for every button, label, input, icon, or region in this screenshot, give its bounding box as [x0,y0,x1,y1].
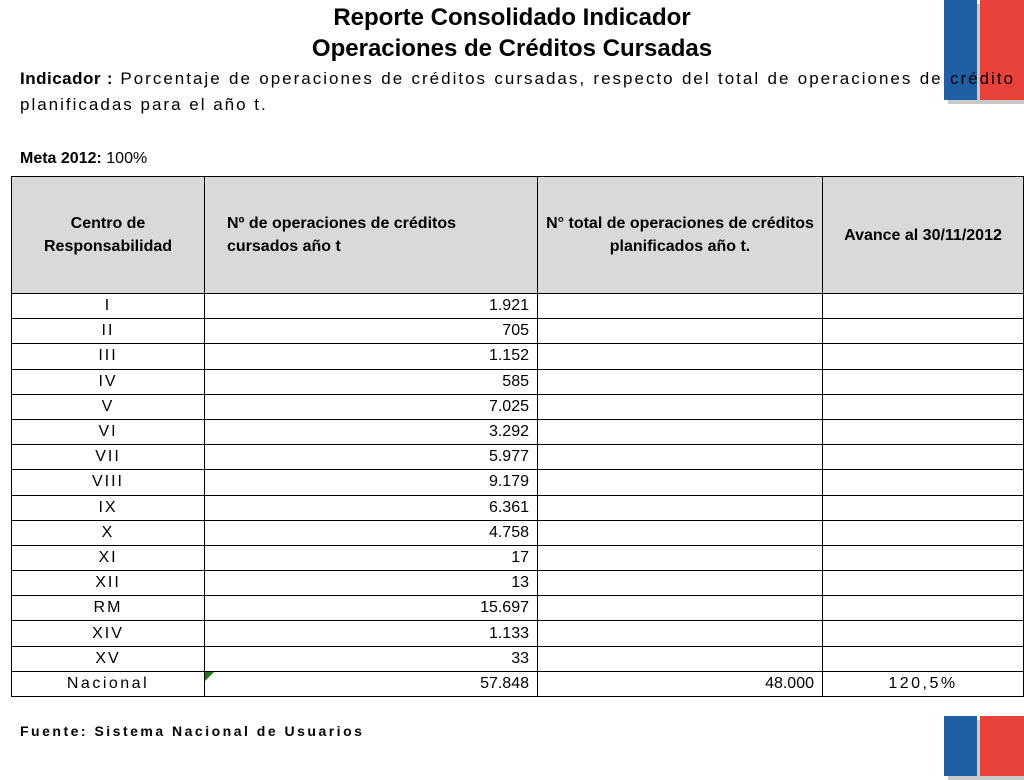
cell-cursados: 585 [205,369,538,394]
cell-planificados [538,646,823,671]
goal-line [20,148,147,170]
cell-avance [823,646,1024,671]
cell-cursados: 6.361 [205,495,538,520]
table-row [12,520,1024,545]
cell-center: V [12,394,205,419]
comment-marker-icon [205,672,214,681]
cell-center: XII [12,571,205,596]
table-row [12,571,1024,596]
cell-cursados: 7.025 [205,394,538,419]
cell-cursados: 3.292 [205,419,538,444]
cell-center: RM [12,596,205,621]
cell-cursados: 5.977 [205,445,538,470]
cell-cursados: 1.133 [205,621,538,646]
cell-center: XI [12,545,205,570]
cell-avance [823,596,1024,621]
total-row [12,671,1024,696]
table-row [12,470,1024,495]
cell-planificados [538,495,823,520]
cell-avance [823,294,1024,319]
table-row [12,344,1024,369]
cell-avance [823,319,1024,344]
cell-avance [823,394,1024,419]
cell-center: VI [12,419,205,444]
cell-center: II [12,319,205,344]
goal-value: 100% [106,150,148,167]
cell-cursados: 4.758 [205,520,538,545]
cell-cursados: 33 [205,646,538,671]
cell-planificados [538,621,823,646]
table-row [12,495,1024,520]
report-subtitle: Operaciones de Créditos Cursadas [311,35,713,62]
cell-avance [823,621,1024,646]
column-header: Avance al 30/11/2012 [823,177,1024,294]
indicator-label: Indicador : [20,69,114,88]
source-note: Fuente: Sistema Nacional de Usuarios [20,723,365,739]
cell-cursados: 13 [205,571,538,596]
cell-center: X [12,520,205,545]
cell-cursados: 17 [205,545,538,570]
cell-cursados: 57.848 [205,671,538,696]
table-row [12,294,1024,319]
cell-avance [823,495,1024,520]
cell-avance [823,445,1024,470]
column-header: N° total de operaciones de créditos planificados año t. [538,177,823,294]
report-table [11,176,1024,697]
cell-center: XV [12,646,205,671]
cell-planificados [538,545,823,570]
cell-avance: 120,5% [823,671,1024,696]
cell-avance [823,369,1024,394]
cell-center: III [12,344,205,369]
cell-center: VIII [12,470,205,495]
cell-planificados [538,596,823,621]
cell-planificados [538,571,823,596]
cell-cursados: 15.697 [205,596,538,621]
column-header: Nº de operaciones de créditos cursados año t [205,177,538,294]
table-header-row [12,177,1024,294]
indicator-text: Porcentaje de operaciones de créditos cursadas, respecto del total de operaciones de crédito planificadas para el año t. [20,69,1015,114]
cell-avance [823,344,1024,369]
table-row [12,369,1024,394]
cell-center: IX [12,495,205,520]
cell-planificados [538,520,823,545]
cell-center: Nacional [12,671,205,696]
table-row [12,621,1024,646]
cell-cursados: 9.179 [205,470,538,495]
cell-cursados: 705 [205,319,538,344]
cell-cursados: 1.152 [205,344,538,369]
cell-avance [823,419,1024,444]
cell-planificados [538,344,823,369]
cell-avance [823,545,1024,570]
table-row [12,445,1024,470]
cell-planificados [538,445,823,470]
cell-center: XIV [12,621,205,646]
cell-planificados: 48.000 [538,671,823,696]
report-title: Reporte Consolidado Indicador [333,4,691,31]
table-row [12,394,1024,419]
table-row [12,545,1024,570]
cell-planificados [538,294,823,319]
goal-label: Meta 2012: [20,150,102,167]
cell-planificados [538,470,823,495]
cell-planificados [538,394,823,419]
indicator-description [20,66,1015,118]
table-row [12,596,1024,621]
cell-avance [823,571,1024,596]
cell-center: I [12,294,205,319]
table-row [12,646,1024,671]
column-header: Centro de Responsabilidad [12,177,205,294]
cell-cursados: 1.921 [205,294,538,319]
flag-logo-bottom [944,716,1024,776]
cell-center: VII [12,445,205,470]
cell-center: IV [12,369,205,394]
table-row [12,319,1024,344]
cell-planificados [538,369,823,394]
cell-avance [823,470,1024,495]
cell-planificados [538,319,823,344]
table-row [12,419,1024,444]
cell-avance [823,520,1024,545]
cell-planificados [538,419,823,444]
